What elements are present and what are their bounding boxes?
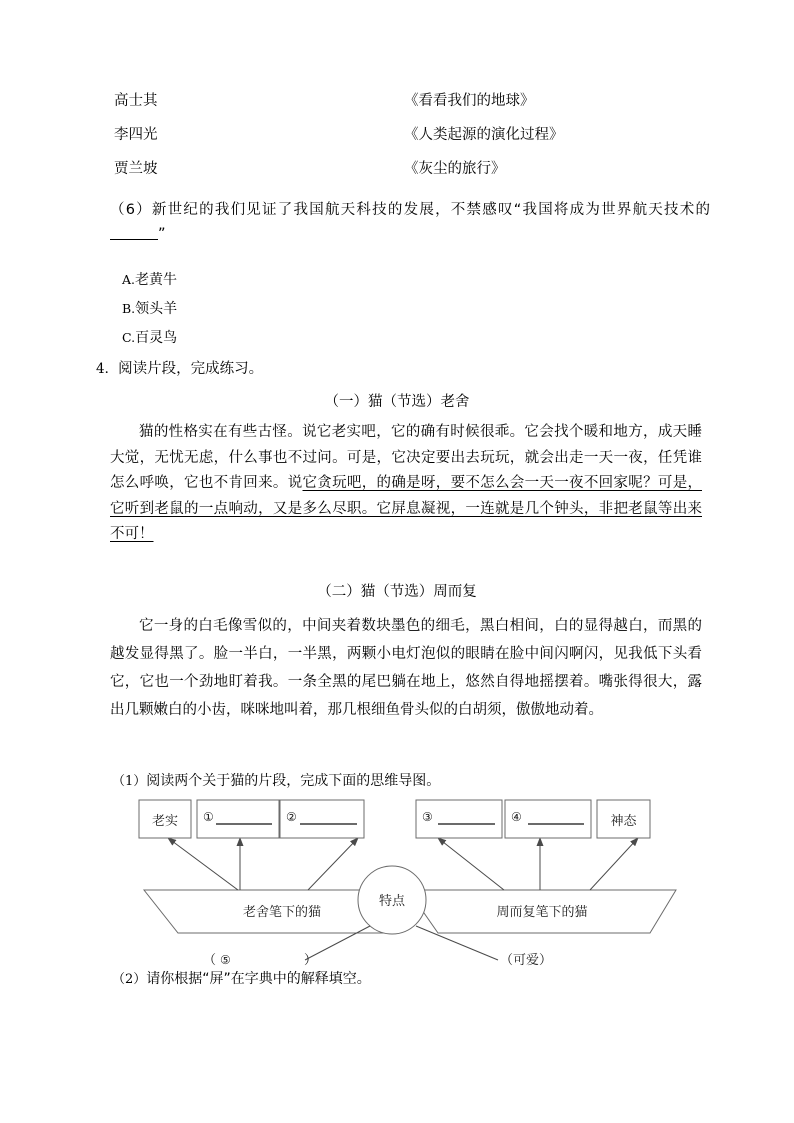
- option-c-label: 百灵鸟: [135, 330, 178, 346]
- book-author: 李四光: [114, 127, 158, 143]
- option-b[interactable]: [122, 300, 177, 318]
- option-a[interactable]: [122, 271, 177, 289]
- foot-left-marker: ⑤: [220, 953, 231, 966]
- arrow-left-3: [308, 838, 358, 890]
- arrow-left-1: [168, 838, 238, 890]
- sub-question-1-text: 阅读两个关于猫的片段，完成下面的思维导图。: [146, 773, 441, 789]
- answer-blank-q6[interactable]: [110, 239, 158, 240]
- book-title: 《人类起源的演化过程》: [404, 127, 564, 143]
- passage-one-body: [110, 420, 702, 548]
- box-3-marker: ③: [422, 810, 433, 824]
- foot-left-close: ）: [304, 953, 318, 966]
- foot-right-label: （可爱）: [500, 953, 553, 966]
- option-a-letter: A.: [122, 272, 136, 287]
- option-b-label: 领头羊: [135, 301, 178, 317]
- question-6-text-after: ”: [158, 226, 166, 242]
- passage-one-plain: 猫的性格实在有些古怪。说它老实吧，它的确有时候很乖。它会找个暖和地方，成天睡大觉，无忧无虑，什么事也不过问。可是，它决定要出去玩玩，就会出走一天一夜，任凭谁怎么呼唤，它也不肯回来。说: [110, 424, 702, 491]
- book-author: 高士其: [114, 93, 158, 109]
- arrow-right-1: [438, 838, 504, 890]
- arrow-right-3: [590, 838, 638, 890]
- mind-map-diagram: [120, 788, 680, 966]
- book-title: 《看看我们的地球》: [404, 93, 535, 109]
- left-trapezoid-label: 老舍笔下的猫: [242, 905, 322, 920]
- passage-two-body: 它一身的白毛像雪似的，中间夹着数块墨色的细毛，黑白相间，白的显得越白，而黑的越发显得黑了。脸一半白，一半黑，两颗小电灯泡似的眼睛在脸中间闪啊闪，见我低下头看它，它也一个劲地盯着我。一条全黑的尾巴躺在地上，悠然自得地摇摆着。嘴张得很大，露出几颗嫩白的小齿，咪咪地叫着，那几根细鱼骨头似的白胡须，傲傲地动着。: [110, 618, 702, 718]
- option-c[interactable]: [122, 329, 177, 347]
- passage-two-heading: （二）猫（节选）周而复: [317, 584, 477, 600]
- option-b-letter: B.: [122, 301, 136, 316]
- box-4-marker: ④: [511, 810, 522, 824]
- question-4-number: 4．: [96, 361, 119, 377]
- sub-question-1-number: （1）: [112, 774, 147, 789]
- passage-one-heading: （一）猫（节选）老舍: [324, 394, 470, 410]
- box-shentai-label: 神态: [610, 814, 637, 829]
- option-c-letter: C.: [122, 330, 136, 345]
- passage-one-underlined: 它贪玩吧，的确是呀，要不怎么会一天一夜不回家呢？可是，它听到老鼠的一点响动，又是多么尽职。它屏息凝视，一连就是几个钟头，非把老鼠等出来不可！: [110, 475, 702, 542]
- option-a-label: 老黄牛: [135, 272, 178, 288]
- question-4-stem: [96, 360, 263, 378]
- question-6-text-before: （6）新世纪的我们见证了我国航天科技的发展，不禁感叹“我国将成为世界航天技术的: [110, 202, 710, 218]
- book-title: 《灰尘的旅行》: [404, 161, 506, 177]
- box-1-marker: ①: [203, 810, 214, 824]
- sub-question-2-text: 请你根据“屏”在字典中的解释填空。: [146, 971, 371, 987]
- center-circle-label: 特点: [378, 894, 406, 909]
- sub-question-2: [112, 970, 371, 989]
- right-trapezoid-label: 周而复笔下的猫: [496, 905, 588, 920]
- sub-question-2-number: （2）: [112, 972, 147, 987]
- connector-foot-right: [416, 926, 498, 960]
- book-author: 贾兰坡: [114, 161, 158, 177]
- foot-left-open: （: [203, 953, 217, 966]
- question-6-stem: [110, 198, 710, 246]
- box-laoshi-label: 老实: [151, 814, 179, 829]
- box-2-marker: ②: [286, 810, 297, 824]
- question-4-text: 阅读片段，完成练习。: [118, 361, 264, 377]
